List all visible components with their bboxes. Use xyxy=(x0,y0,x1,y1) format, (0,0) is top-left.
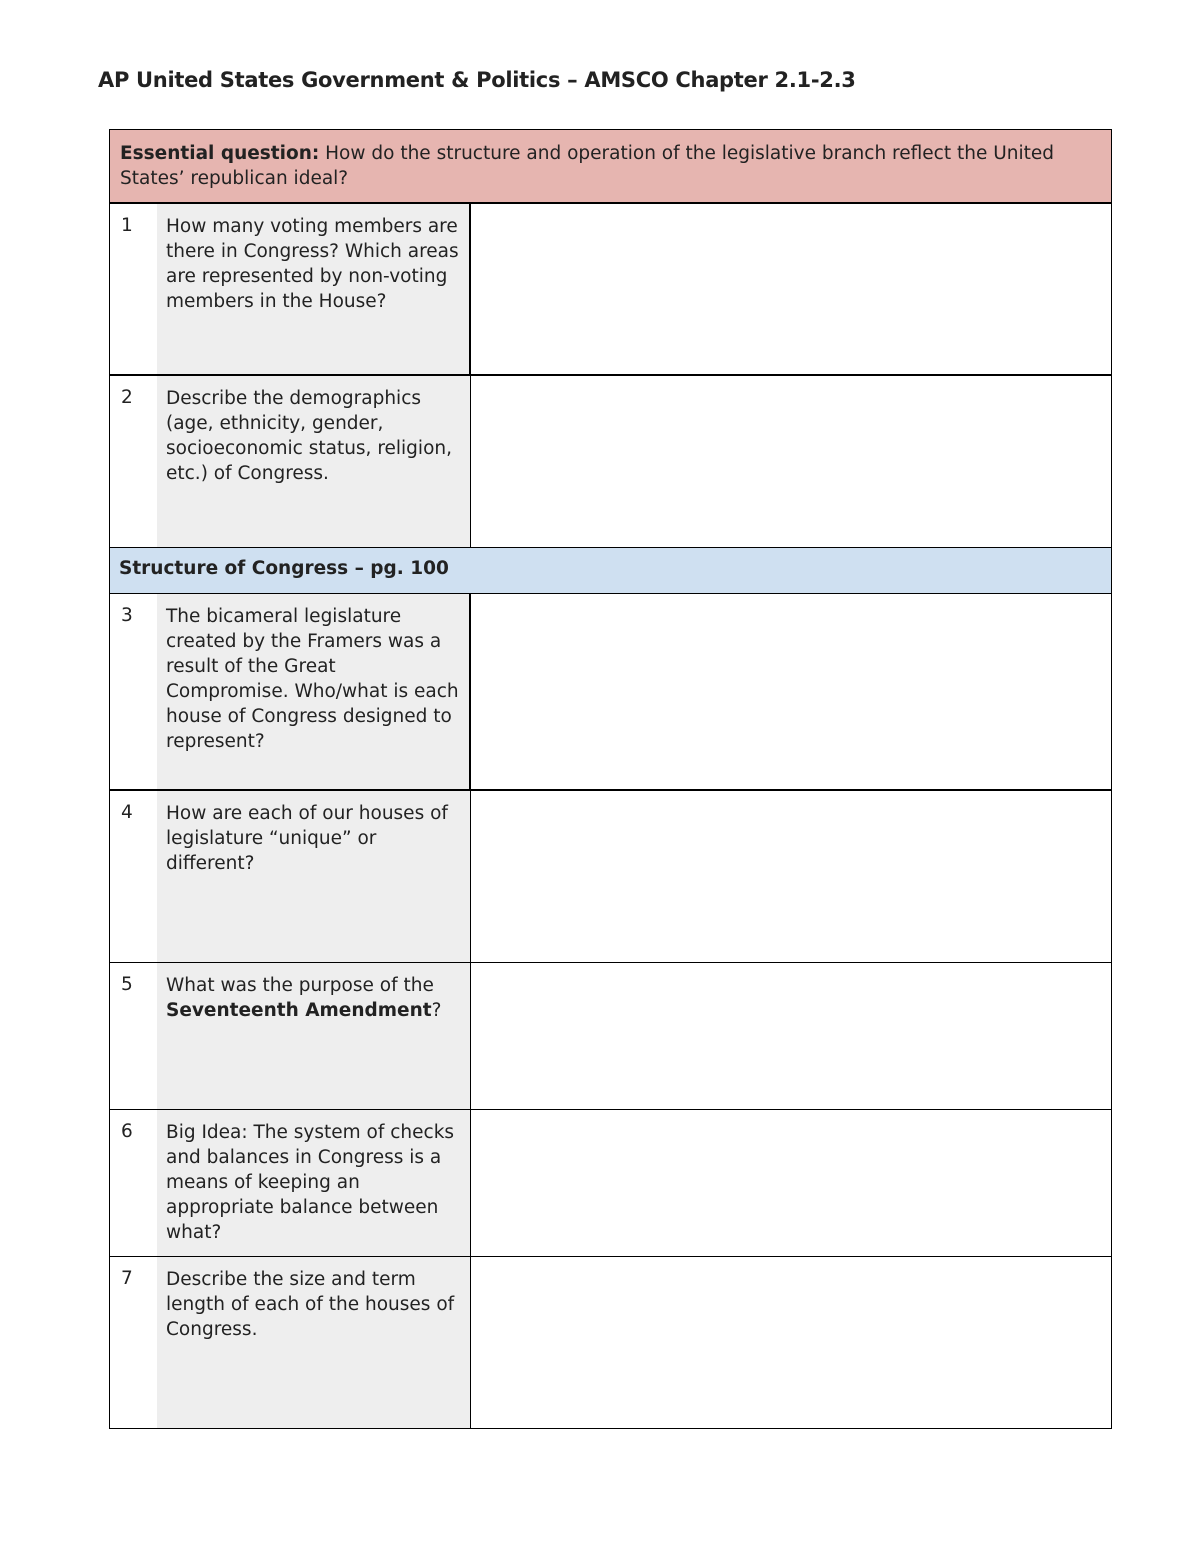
section-title: Structure of Congress – pg. 100 xyxy=(119,558,449,579)
section-header-row xyxy=(110,548,1111,594)
question-text: The bicameral legislature created by the Framers was a result of the Great Compromise. Who/what is each house of Congress designed to represent? xyxy=(157,594,471,789)
answer-box[interactable] xyxy=(471,1257,1111,1428)
question-number: 5 xyxy=(121,974,133,995)
question-text: How many voting members are there in Congress? Which areas are represented by non-voting members in the House? xyxy=(157,204,471,374)
essential-question-label: Essential question: xyxy=(120,143,320,164)
question-row xyxy=(110,376,1111,548)
question-text-part: ? xyxy=(431,1000,442,1021)
question-row xyxy=(110,594,1111,791)
question-row xyxy=(110,963,1111,1110)
question-row xyxy=(110,1110,1111,1257)
question-number: 1 xyxy=(121,215,133,236)
question-text-part: What was the purpose of the xyxy=(166,975,434,996)
question-number: 6 xyxy=(121,1121,133,1142)
answer-box[interactable] xyxy=(471,376,1111,547)
answer-box[interactable] xyxy=(471,594,1111,789)
document-title: AP United States Government & Politics – AMSCO Chapter 2.1-2.3 xyxy=(98,68,856,92)
question-row xyxy=(110,204,1111,376)
essential-question-row xyxy=(110,130,1111,204)
question-row xyxy=(110,791,1111,963)
question-number: 4 xyxy=(121,802,133,823)
question-text: Big Idea: The system of checks and balances in Congress is a means of keeping an appropriate balance between what? xyxy=(157,1110,471,1256)
question-number: 7 xyxy=(121,1268,133,1289)
worksheet-table xyxy=(109,129,1112,1429)
answer-box[interactable] xyxy=(471,204,1111,374)
question-text: Describe the size and term length of each of the houses of Congress. xyxy=(157,1257,471,1428)
question-number: 3 xyxy=(121,605,133,626)
question-text: Describe the demographics (age, ethnicity, gender, socioeconomic status, religion, etc.) of Congress. xyxy=(157,376,471,547)
question-row xyxy=(110,1257,1111,1428)
answer-box[interactable] xyxy=(471,1110,1111,1256)
answer-box[interactable] xyxy=(471,791,1111,962)
question-text xyxy=(157,963,471,1109)
key-term: Seventeenth Amendment xyxy=(166,1000,432,1021)
essential-question-text: How do the structure and operation of the legislative branch reflect the United States’ republican ideal? xyxy=(120,143,1055,189)
answer-box[interactable] xyxy=(471,963,1111,1109)
question-text: How are each of our houses of legislature “unique” or different? xyxy=(157,791,471,962)
question-number: 2 xyxy=(121,387,133,408)
